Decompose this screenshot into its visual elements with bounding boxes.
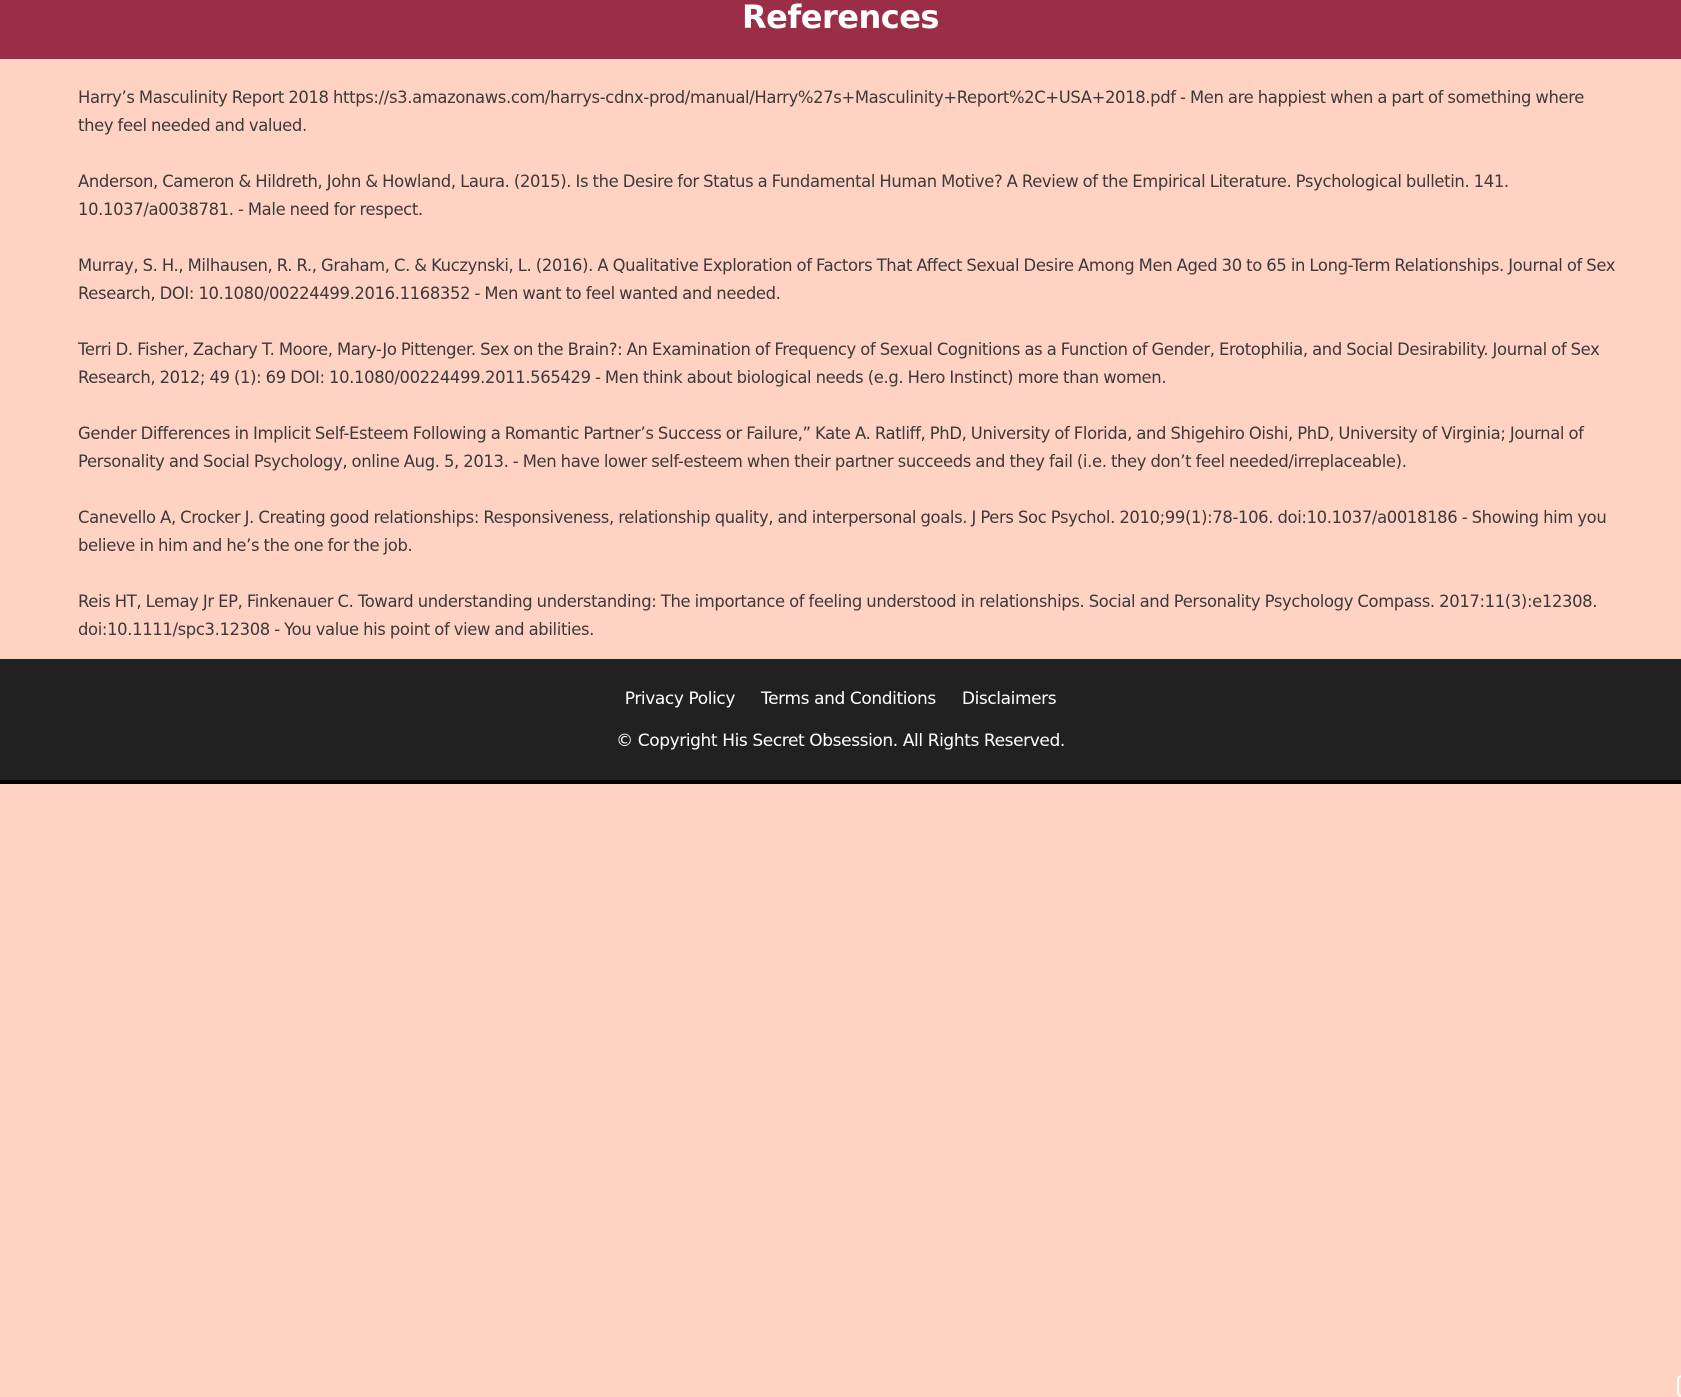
footer-nav	[0, 685, 1681, 713]
chat-widget-edge-icon[interactable]	[1677, 1375, 1681, 1397]
reference-item: Harry’s Masculinity Report 2018 https://s3.amazonaws.com/harrys-cdnx-prod/manual/Harry%27s+Masculinity+Report%2C+USA+2018.pdf - Men are happiest when a part of something where they feel needed and valued.	[78, 88, 1585, 135]
copyright-text: © Copyright His Secret Obsession. All Rights Reserved.	[616, 731, 1065, 751]
page-title: References	[742, 0, 939, 36]
privacy-policy-link[interactable]: Privacy Policy	[624, 689, 736, 709]
terms-and-conditions-link[interactable]: Terms and Conditions	[761, 689, 936, 709]
reference-item: Murray, S. H., Milhausen, R. R., Graham, C. & Kuczynski, L. (2016). A Qualitative Exploration of Factors That Affect Sexual Desire Among Men Aged 30 to 65 in Long-Term Relationships. Journal of Sex Research, DOI: 10.1080/00224499.2016.1168352 - Men want to feel wanted and needed.	[78, 256, 1616, 303]
disclaimers-link[interactable]: Disclaimers	[961, 689, 1057, 709]
reference-item: Anderson, Cameron & Hildreth, John & Howland, Laura. (2015). Is the Desire for Status a Fundamental Human Motive? A Review of the Empirical Literature. Psychological bulletin. 141. 10.1037/a0038781. - Male need for respect.	[78, 172, 1509, 219]
reference-item: Gender Differences in Implicit Self-Esteem Following a Romantic Partner’s Success or Failure,” Kate A. Ratliff, PhD, University of Florida, and Shigehiro Oishi, PhD, University of Virginia; Journal of Personality and Social Psychology, online Aug. 5, 2013. - Men have lower self-esteem when their partner succeeds and they fail (i.e. they don’t feel needed/irreplaceable).	[78, 424, 1584, 471]
reference-item: Canevello A, Crocker J. Creating good relationships: Responsiveness, relationship quality, and interpersonal goals. J Pers Soc Psychol. 2010;99(1):78-106. doi:10.1037/a0018186 - Showing him you believe in him and he’s the one for the job.	[78, 508, 1607, 555]
reference-item: Reis HT, Lemay Jr EP, Finkenauer C. Toward understanding understanding: The importance of feeling understood in relationships. Social and Personality Psychology Compass. 2017:11(3):e12308. doi:10.1111/spc3.12308 - You value his point of view and abilities.	[78, 592, 1598, 639]
site-footer	[0, 659, 1681, 784]
references-list	[78, 84, 1623, 672]
reference-item: Terri D. Fisher, Zachary T. Moore, Mary-Jo Pittenger. Sex on the Brain?: An Examination of Frequency of Sexual Cognitions as a Function of Gender, Erotophilia, and Social Desirability. Journal of Sex Research, 2012; 49 (1): 69 DOI: 10.1080/00224499.2011.565429 - Men think about biological needs (e.g. Hero Instinct) more than women.	[78, 340, 1600, 387]
page-header	[0, 0, 1681, 59]
